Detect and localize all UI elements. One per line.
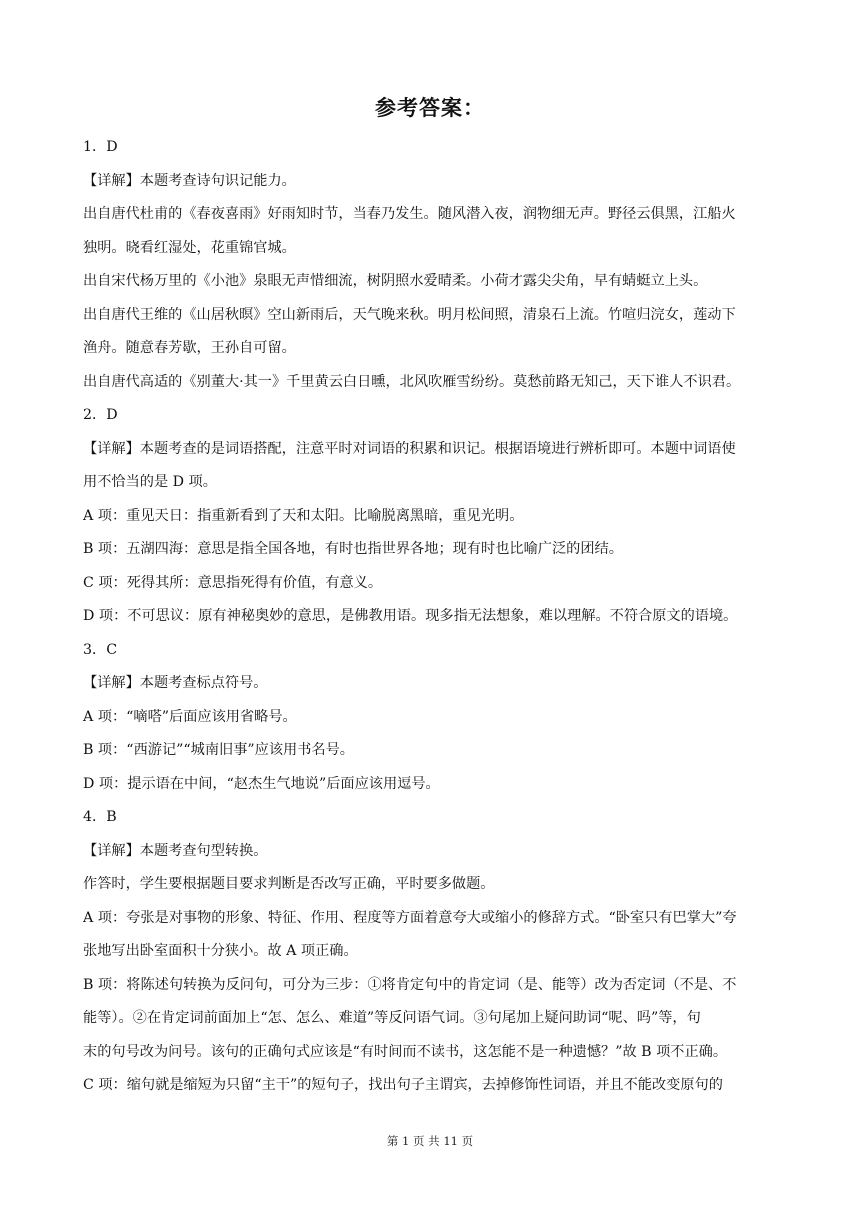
text-line: 【详解】本题考查句型转换。 <box>83 842 268 859</box>
text-line: 独明。晓看红湿处，花重锦官城。 <box>83 239 296 256</box>
text-line: 【详解】本题考查诗句识记能力。 <box>83 172 296 189</box>
text-line: D 项：不可思议：原有神秘奥妙的意思，是佛教用语。现多指无法想象，难以理解。不符合原文的语境。 <box>83 608 738 624</box>
text-line: C 项：缩句就是缩短为只留“主干”的短句子，找出句子主谓宾，去掉修饰性词语，并且不能改变原句的 <box>83 1077 723 1093</box>
text-line: 出自唐代杜甫的《春夜喜雨》好雨知时节，当春乃发生。随风潜入夜，润物细无声。野径云俱黑，江船火 <box>83 206 736 222</box>
text-line: 出自唐代高适的《别董大·其一》千里黄云白日曛，北风吹雁雪纷纷。莫愁前路无知己，天下谁人不识君。 <box>83 373 741 390</box>
text-line: B 项：“西游记”“城南旧事”应该用书名号。 <box>83 742 354 758</box>
text-line: D 项：提示语在中间，“赵杰生气地说”后面应该用逗号。 <box>83 775 440 792</box>
text-line: 用不恰当的是 D 项。 <box>83 474 217 490</box>
text-line: 出自唐代王维的《山居秋暝》空山新雨后，天气晚来秋。明月松间照，清泉石上流。竹喧归浣女，莲动下 <box>83 306 736 323</box>
text-line: 末的句号改为问号。该句的正确句式应该是“有时间而不读书，这怎能不是一种遗憾？”故 B 项不正确。 <box>83 1043 728 1060</box>
text-line: 1．D <box>83 139 118 155</box>
text-line: 能等）。②在肯定词前面加上“怎、怎么、难道”等反问语气词。③句尾加上疑问助词“呢、吗”等，句 <box>83 1010 701 1026</box>
text-line: A 项：重见天日：指重新看到了天和太阳。比喻脱离黑暗，重见光明。 <box>83 507 524 524</box>
page-footer: 第 1 页 共 11 页 <box>386 1134 474 1148</box>
text-line: 【详解】本题考查标点符号。 <box>83 675 268 691</box>
text-line: 2．D <box>83 407 118 423</box>
text-line: B 项：五湖四海：意思是指全国各地，有时也指世界各地；现有时也比喻广泛的团结。 <box>83 541 623 557</box>
answer-content <box>83 131 783 1103</box>
text-line: B 项：将陈述句转换为反问句，可分为三步：①将肯定句中的肯定词（是、能等）改为否定词（不是、不 <box>83 976 737 993</box>
text-line: 渔舟。随意春芳歇，王孙自可留。 <box>83 340 296 356</box>
text-line: 张地写出卧室面积十分狭小。故 A 项正确。 <box>83 943 358 959</box>
text-line: 4．B <box>83 809 117 825</box>
text-line: C 项：死得其所：意思指死得有价值，有意义。 <box>83 574 383 591</box>
text-line: A 项：“嘀嗒”后面应该用省略号。 <box>83 708 297 725</box>
text-line: 【详解】本题考查的是词语搭配，注意平时对词语的积累和识记。根据语境进行辨析即可。本题中词语使 <box>83 440 736 457</box>
text-line: 作答时，学生要根据题目要求判断是否改写正确，平时要多做题。 <box>83 876 495 892</box>
text-line: 3．C <box>83 641 118 658</box>
text-line: 出自宋代杨万里的《小池》泉眼无声惜细流，树阴照水爱晴柔。小荷才露尖尖角，早有蜻蜓立上头。 <box>83 273 708 289</box>
text-line: A 项：夸张是对事物的形象、特征、作用、程度等方面着意夸大或缩小的修辞方式。“卧室只有巴掌大”夸 <box>83 909 737 926</box>
page-title: 参考答案： <box>375 96 485 120</box>
